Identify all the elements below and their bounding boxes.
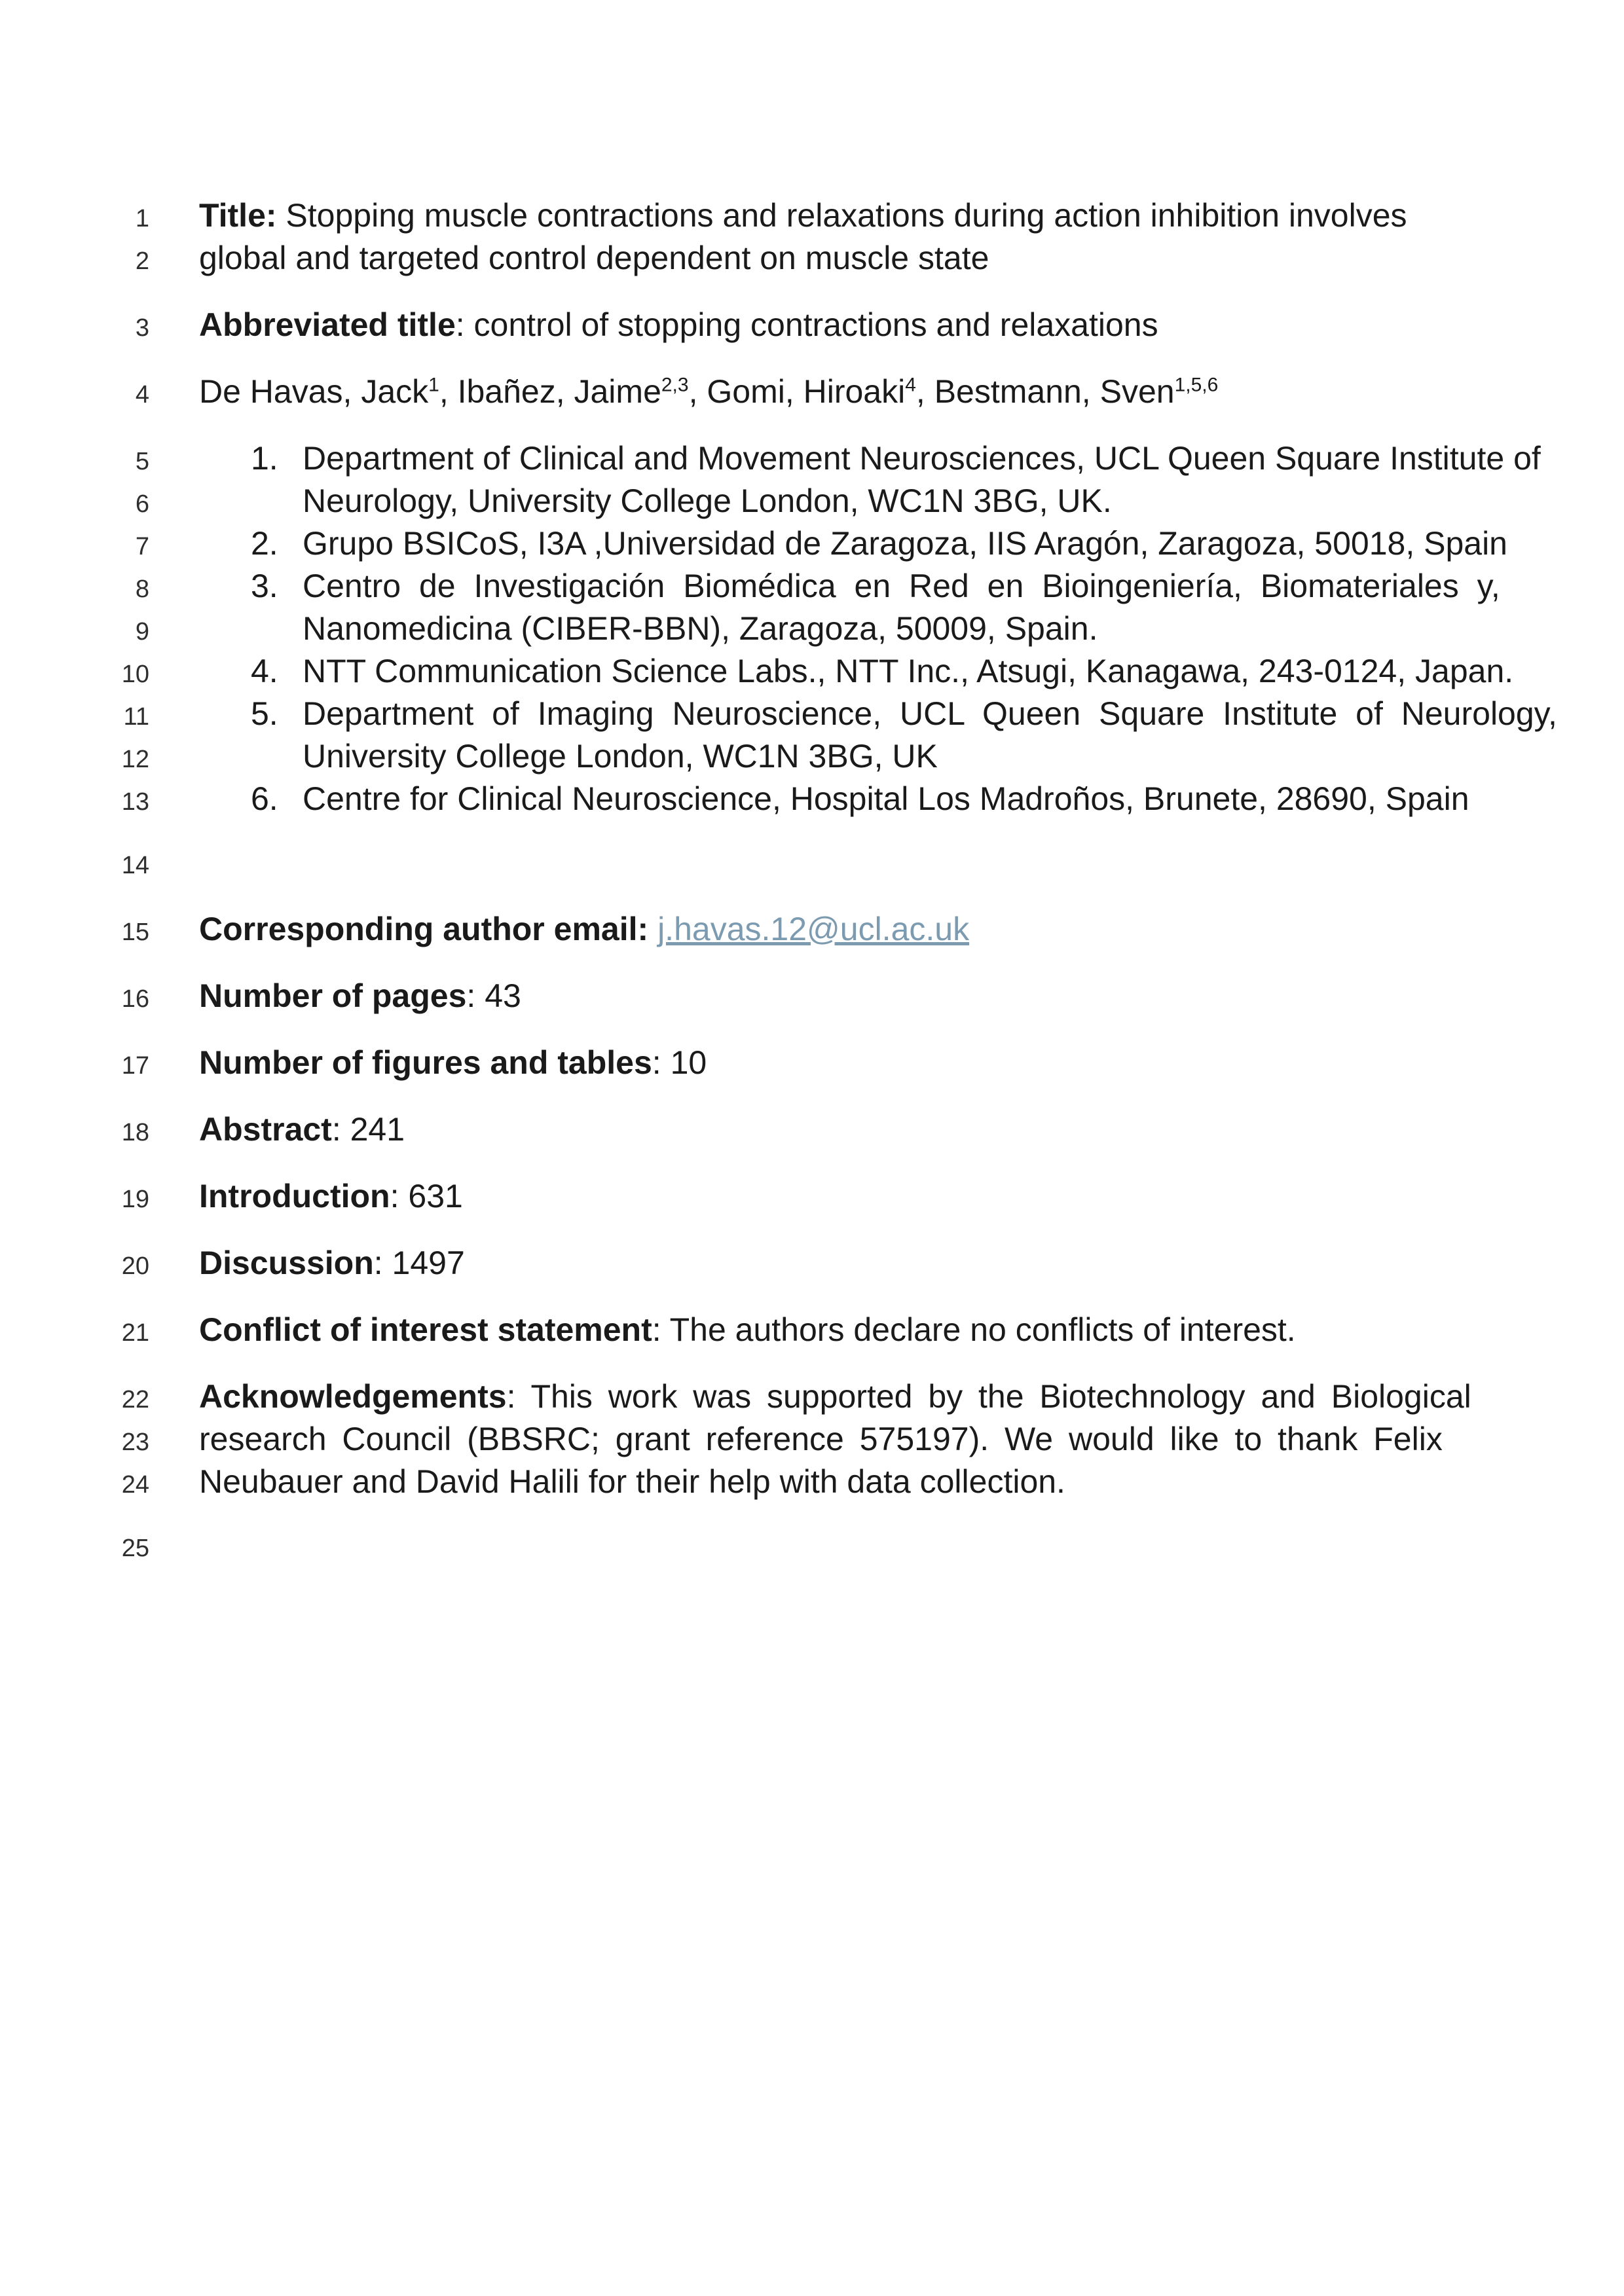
acknowledgements-line-2: research Council (BBSRC; grant reference 575197). We would like to thank Felix (199, 1421, 1443, 1457)
doc-line-6 (0, 481, 1624, 524)
line-number: 6 (135, 490, 149, 518)
doc-line-2 (0, 238, 1624, 281)
author-name: , Gomi, Hiroaki (688, 373, 906, 410)
affiliation-text: Department of Clinical and Movement Neurosciences, UCL Queen Square Institute of (303, 440, 1541, 477)
doc-line-20 (0, 1243, 1624, 1286)
doc-line-22 (0, 1377, 1624, 1419)
line-number: 2 (135, 247, 149, 275)
author-name: , Ibañez, Jaime (439, 373, 661, 410)
conflict-paragraph (0, 1310, 1624, 1353)
doc-line-3 (0, 305, 1624, 348)
acknowledgements-line-1 (199, 1377, 1471, 1416)
line-number: 12 (121, 746, 149, 773)
doc-line-13 (0, 779, 1624, 822)
affiliation-text: Nanomedicina (CIBER-BBN), Zaragoza, 50009, Spain. (303, 610, 1098, 647)
stat-abstract-paragraph (0, 1110, 1624, 1152)
affiliation-item (199, 566, 1500, 606)
line-number: 24 (121, 1471, 149, 1499)
doc-line-25 (0, 1529, 1624, 1568)
acknowledgements-line-3: Neubauer and David Halili for their help with data collection. (199, 1463, 1065, 1500)
line-number: 14 (121, 852, 149, 879)
title-line-1 (199, 196, 1428, 235)
line-number: 20 (121, 1252, 149, 1280)
line-number: 4 (135, 381, 149, 409)
affiliation-marker: 6. (251, 780, 278, 817)
line-number: 19 (121, 1186, 149, 1213)
author-affiliation-superscript: 1 (428, 374, 439, 396)
doc-line-9 (0, 609, 1624, 651)
line-number: 7 (135, 533, 149, 560)
conflict-line (199, 1310, 1428, 1349)
title-paragraph (0, 196, 1624, 281)
doc-line-10 (0, 651, 1624, 694)
doc-line-17 (0, 1043, 1624, 1085)
abbreviated-title-line (199, 305, 1428, 344)
line-number: 21 (121, 1319, 149, 1347)
author-name: De Havas, Jack (199, 373, 429, 410)
line-number: 13 (121, 788, 149, 816)
line-number: 18 (121, 1119, 149, 1146)
blank-paragraph (0, 1529, 1624, 1568)
affiliation-marker: 1. (251, 440, 278, 477)
doc-line-14 (0, 846, 1624, 885)
title-line-2: global and targeted control dependent on muscle state (199, 240, 989, 276)
stat-value: : 10 (652, 1044, 707, 1081)
doc-line-15 (0, 909, 1624, 952)
doc-line-23 (0, 1419, 1624, 1462)
stat-label: Introduction (199, 1178, 390, 1214)
doc-line-19 (0, 1176, 1624, 1219)
corresponding-author-line (199, 909, 1428, 949)
conflict-label: Conflict of interest statement (199, 1311, 652, 1348)
doc-line-5 (0, 439, 1624, 481)
authors-paragraph (0, 372, 1624, 414)
stat-figures-line (199, 1043, 1428, 1082)
line-number: 9 (135, 618, 149, 646)
affiliation-item (199, 439, 1541, 478)
stat-label: Number of pages (199, 977, 467, 1014)
affiliation-item (199, 524, 1507, 563)
abbreviated-title-label: Abbreviated title (199, 306, 456, 343)
stat-value: : 43 (466, 977, 521, 1014)
affiliation-text: Department of Imaging Neuroscience, UCL Queen Square Institute of Neurology, (303, 695, 1557, 732)
doc-line-7 (0, 524, 1624, 566)
line-number: 8 (135, 575, 149, 603)
stat-figures-paragraph (0, 1043, 1624, 1085)
line-number: 23 (121, 1429, 149, 1456)
doc-line-12 (0, 737, 1624, 779)
doc-line-1 (0, 196, 1624, 238)
title-label: Title: (199, 197, 277, 234)
affiliation-item (199, 779, 1469, 818)
stat-label: Abstract (199, 1111, 332, 1148)
stat-label: Number of figures and tables (199, 1044, 652, 1081)
acknowledgements-text: : This work was supported by the Biotechnology and Biological (506, 1378, 1471, 1415)
doc-line-8 (0, 566, 1624, 609)
line-number: 25 (121, 1535, 149, 1562)
acknowledgements-label: Acknowledgements (199, 1378, 507, 1415)
abbreviated-title-text: : control of stopping contractions and relaxations (455, 306, 1158, 343)
affiliation-marker: 5. (251, 695, 278, 732)
affiliation-item (199, 694, 1557, 733)
authors-line (199, 372, 1428, 411)
stat-discussion-paragraph (0, 1243, 1624, 1286)
abbreviated-title-paragraph (0, 305, 1624, 348)
doc-line-24 (0, 1462, 1624, 1504)
stat-discussion-line (199, 1243, 1428, 1283)
acknowledgements-paragraph (0, 1377, 1624, 1504)
affiliation-text: Centro de Investigación Biomédica en Red en Bioingeniería, Biomateriales y, (303, 568, 1500, 604)
affiliation-text: University College London, WC1N 3BG, UK (303, 738, 938, 774)
corresponding-author-label: Corresponding author email: (199, 911, 649, 947)
line-number: 5 (135, 448, 149, 475)
stat-value: : 631 (390, 1178, 463, 1214)
affiliation-text: Centre for Clinical Neuroscience, Hospital Los Madroños, Brunete, 28690, Spain (303, 780, 1469, 817)
line-number: 15 (121, 919, 149, 946)
stat-value: : 1497 (373, 1245, 465, 1281)
author-affiliation-superscript: 2,3 (661, 374, 689, 396)
blank-paragraph (0, 846, 1624, 885)
affiliation-marker: 2. (251, 525, 278, 562)
affiliation-marker: 3. (251, 568, 278, 604)
author-name: , Bestmann, Sven (915, 373, 1175, 410)
line-number: 16 (121, 985, 149, 1013)
affiliation-text: NTT Communication Science Labs., NTT Inc., Atsugi, Kanagawa, 243-0124, Japan. (303, 653, 1514, 689)
line-number: 3 (135, 314, 149, 342)
stat-value: : 241 (331, 1111, 405, 1148)
affiliation-item (199, 651, 1514, 691)
affiliation-marker: 4. (251, 653, 278, 689)
doc-line-11 (0, 694, 1624, 737)
stat-abstract-line (199, 1110, 1428, 1149)
doc-line-21 (0, 1310, 1624, 1353)
corresponding-author-paragraph (0, 909, 1624, 952)
doc-line-18 (0, 1110, 1624, 1152)
stat-introduction-line (199, 1176, 1428, 1216)
line-number: 22 (121, 1386, 149, 1413)
author-affiliation-superscript: 4 (905, 374, 916, 396)
author-affiliation-superscript: 1,5,6 (1174, 374, 1219, 396)
stat-label: Discussion (199, 1245, 374, 1281)
affiliation-text: Grupo BSICoS, I3A ,Universidad de Zaragoza, IIS Aragón, Zaragoza, 50018, Spain (303, 525, 1507, 562)
conflict-text: : The authors declare no conflicts of interest. (652, 1311, 1296, 1348)
line-number: 10 (121, 661, 149, 688)
stat-pages-line (199, 976, 1428, 1015)
line-number: 1 (135, 205, 149, 232)
corresponding-author-email-link[interactable]: j.havas.12@ucl.ac.uk (657, 911, 970, 947)
line-number: 17 (121, 1052, 149, 1080)
affiliation-text: Neurology, University College London, WC1N 3BG, UK. (303, 483, 1112, 519)
doc-line-16 (0, 976, 1624, 1019)
stat-pages-paragraph (0, 976, 1624, 1019)
stat-introduction-paragraph (0, 1176, 1624, 1219)
affiliations-list (0, 439, 1624, 822)
line-number: 11 (123, 703, 149, 731)
doc-line-4 (0, 372, 1624, 414)
title-text: Stopping muscle contractions and relaxations during action inhibition involves (276, 197, 1407, 234)
